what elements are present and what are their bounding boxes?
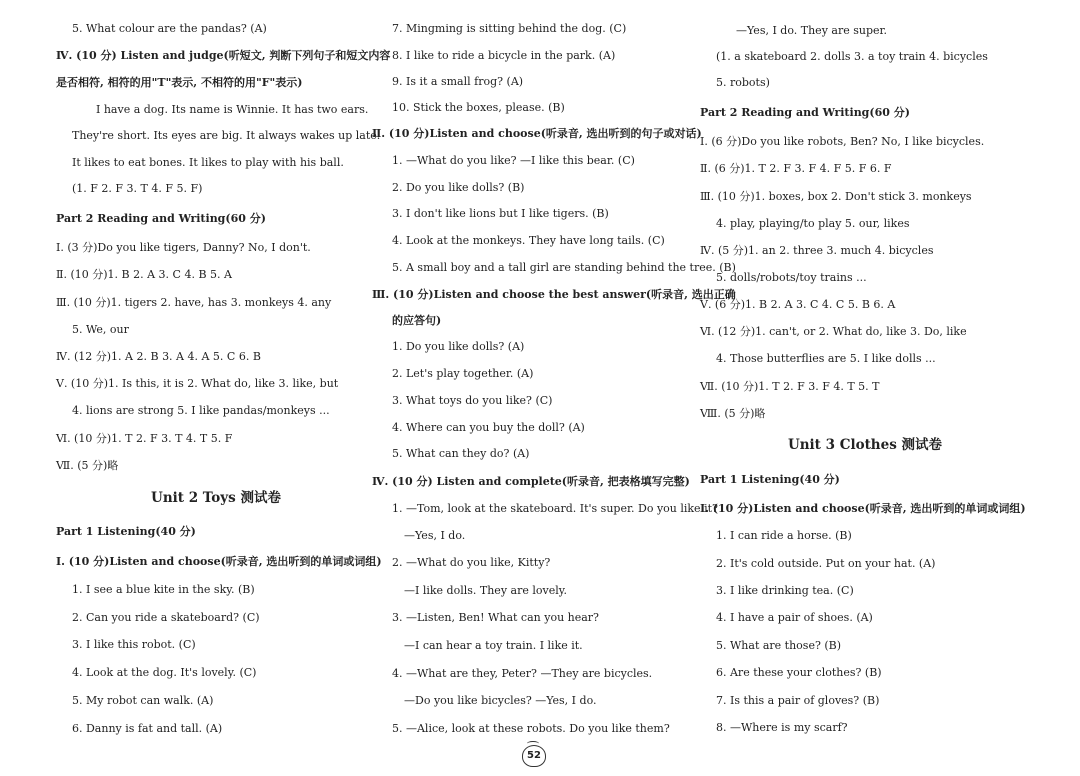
answer-line: 5. What can they do? (A) xyxy=(392,447,530,460)
part-heading: Part 2 Reading and Writing(60 分) xyxy=(56,212,266,225)
dialogue-line: 3. —Listen, Ben! What can you hear? xyxy=(392,611,599,624)
dialogue-line: 4. —What are they, Peter? —They are bicycles. xyxy=(392,667,653,680)
passage-line: They're short. Its eyes are big. It always wakes up late. xyxy=(72,129,381,142)
dialogue-line: —Do you like bicycles? —Yes, I do. xyxy=(404,694,597,707)
section-heading: Ⅲ. (10 分)Listen and choose the best answer(听录音, 选出正确 xyxy=(372,288,736,301)
answer-line: 3. I don't like lions but I like tigers. (B) xyxy=(392,207,609,220)
answer-line: 7. Mingming is sitting behind the dog. (C) xyxy=(392,22,627,35)
answer-line: 2. Do you like dolls? (B) xyxy=(392,181,525,194)
answer-line: 8. I like to ride a bicycle in the park. (A) xyxy=(392,49,616,62)
answer-line: 2. It's cold outside. Put on your hat. (A) xyxy=(716,557,936,570)
answer-line: Ⅰ. (3 分)Do you like tigers, Danny? No, I don't. xyxy=(56,241,311,254)
answer-line: 3. What toys do you like? (C) xyxy=(392,394,553,407)
answer-line: 4. I have a pair of shoes. (A) xyxy=(716,611,873,624)
answer-line: 1. Do you like dolls? (A) xyxy=(392,340,525,353)
page-number-badge: 52 xyxy=(522,745,546,767)
answer-line: Ⅱ. (6 分)1. T 2. F 3. F 4. F 5. F 6. F xyxy=(700,162,892,175)
answer-line: 1. —What do you like? —I like this bear. (C) xyxy=(392,154,635,167)
answer-line: Ⅶ. (5 分)略 xyxy=(56,459,119,472)
section-heading: Ⅳ. (10 分) Listen and judge(听短文, 判断下列句子和短文内容 xyxy=(56,49,391,62)
answer-line: Ⅷ. (5 分)略 xyxy=(700,407,766,420)
answer-line: Ⅳ. (12 分)1. A 2. B 3. A 4. A 5. C 6. B xyxy=(56,350,261,363)
dialogue-line: 2. —What do you like, Kitty? xyxy=(392,556,551,569)
section-heading: Ⅰ. (10 分)Listen and choose(听录音, 选出听到的单词或词组) xyxy=(56,555,382,568)
answer-line: 3. I like drinking tea. (C) xyxy=(716,584,854,597)
answer-line: 4. Look at the dog. It's lovely. (C) xyxy=(72,666,257,679)
answer-line: 5. robots) xyxy=(716,76,770,89)
answer-line: Ⅴ. (6 分)1. B 2. A 3. C 4. C 5. B 6. A xyxy=(700,298,896,311)
unit-heading: Unit 3 Clothes 测试卷 xyxy=(787,437,943,453)
unit-heading: Unit 2 Toys 测试卷 xyxy=(151,490,281,506)
answer-line: 4. play, playing/to play 5. our, likes xyxy=(716,217,910,230)
dialogue-line: —I like dolls. They are lovely. xyxy=(404,584,567,597)
answer-line: Ⅵ. (12 分)1. can't, or 2. What do, like 3. Do, like xyxy=(700,325,967,338)
section-heading: Ⅳ. (10 分) Listen and complete(听录音, 把表格填写完整) xyxy=(372,475,690,488)
answer-line: 7. Is this a pair of gloves? (B) xyxy=(716,694,880,707)
answer-line: 2. Let's play together. (A) xyxy=(392,367,534,380)
answer-line: Ⅲ. (10 分)1. tigers 2. have, has 3. monkeys 4. any xyxy=(56,296,332,309)
answer-line: 1. I see a blue kite in the sky. (B) xyxy=(72,583,255,596)
answer-line: 10. Stick the boxes, please. (B) xyxy=(392,101,565,114)
answer-line: Ⅲ. (10 分)1. boxes, box 2. Don't stick 3. monkeys xyxy=(700,190,972,203)
answer-line: 4. lions are strong 5. I like pandas/monkeys ... xyxy=(72,404,330,417)
answer-line: Ⅴ. (10 分)1. Is this, it is 2. What do, like 3. like, but xyxy=(56,377,339,390)
text-line: 5. What colour are the pandas? (A) xyxy=(72,22,267,35)
section-heading-cont: 是否相符, 相符的用"T"表示, 不相符的用"F"表示) xyxy=(56,76,303,89)
answer-line: 2. Can you ride a skateboard? (C) xyxy=(72,611,260,624)
answer-line: Ⅱ. (10 分)1. B 2. A 3. C 4. B 5. A xyxy=(56,268,232,281)
part-heading: Part 1 Listening(40 分) xyxy=(56,525,196,538)
section-heading-cont: 的应答句) xyxy=(392,314,442,327)
answer-line: Ⅵ. (10 分)1. T 2. F 3. T 4. T 5. F xyxy=(56,432,233,445)
passage-line: It likes to eat bones. It likes to play with his ball. xyxy=(72,156,344,169)
answer-line: 6. Danny is fat and tall. (A) xyxy=(72,722,223,735)
section-heading: Ⅱ. (10 分)Listen and choose(听录音, 选出听到的句子或对话) xyxy=(372,127,702,140)
answer-line: 4. Those butterflies are 5. I like dolls ... xyxy=(716,352,936,365)
dialogue-line: —Yes, I do. xyxy=(404,529,466,542)
answer-line: 3. I like this robot. (C) xyxy=(72,638,196,651)
answer-line: 4. Look at the monkeys. They have long tails. (C) xyxy=(392,234,665,247)
answer-line: 8. —Where is my scarf? xyxy=(716,721,848,734)
answer-line: Ⅶ. (10 分)1. T 2. F 3. F 4. T 5. T xyxy=(700,380,880,393)
answer-line: Ⅰ. (6 分)Do you like robots, Ben? No, I like bicycles. xyxy=(700,135,985,148)
dialogue-line: 1. —Tom, look at the skateboard. It's super. Do you like it? xyxy=(392,502,718,515)
answer-line: (1. a skateboard 2. dolls 3. a toy train 4. bicycles xyxy=(716,50,988,63)
dialogue-line: —I can hear a toy train. I like it. xyxy=(404,639,583,652)
passage-line: I have a dog. Its name is Winnie. It has two ears. xyxy=(96,103,369,116)
answer-line: 5. My robot can walk. (A) xyxy=(72,694,214,707)
answer-line: 5. dolls/robots/toy trains ... xyxy=(716,271,867,284)
answer-line: 1. I can ride a horse. (B) xyxy=(716,529,852,542)
part-heading: Part 2 Reading and Writing(60 分) xyxy=(700,106,910,119)
answer-line: Ⅳ. (5 分)1. an 2. three 3. much 4. bicycles xyxy=(700,244,934,257)
answer-line: 4. Where can you buy the doll? (A) xyxy=(392,421,585,434)
section-heading: Ⅰ. (10 分)Listen and choose(听录音, 选出听到的单词或词组) xyxy=(700,502,1026,515)
answer-line: 5. What are those? (B) xyxy=(716,639,842,652)
answer-line: 5. A small boy and a tall girl are standing behind the tree. (B) xyxy=(392,261,736,274)
dialogue-line: —Yes, I do. They are super. xyxy=(736,24,888,37)
answer-line: 5. We, our xyxy=(72,323,129,336)
part-heading: Part 1 Listening(40 分) xyxy=(700,473,840,486)
answer-line: (1. F 2. F 3. T 4. F 5. F) xyxy=(72,182,203,195)
dialogue-line: 5. —Alice, look at these robots. Do you like them? xyxy=(392,722,670,735)
answer-line: 6. Are these your clothes? (B) xyxy=(716,666,882,679)
answer-line: 9. Is it a small frog? (A) xyxy=(392,75,524,88)
